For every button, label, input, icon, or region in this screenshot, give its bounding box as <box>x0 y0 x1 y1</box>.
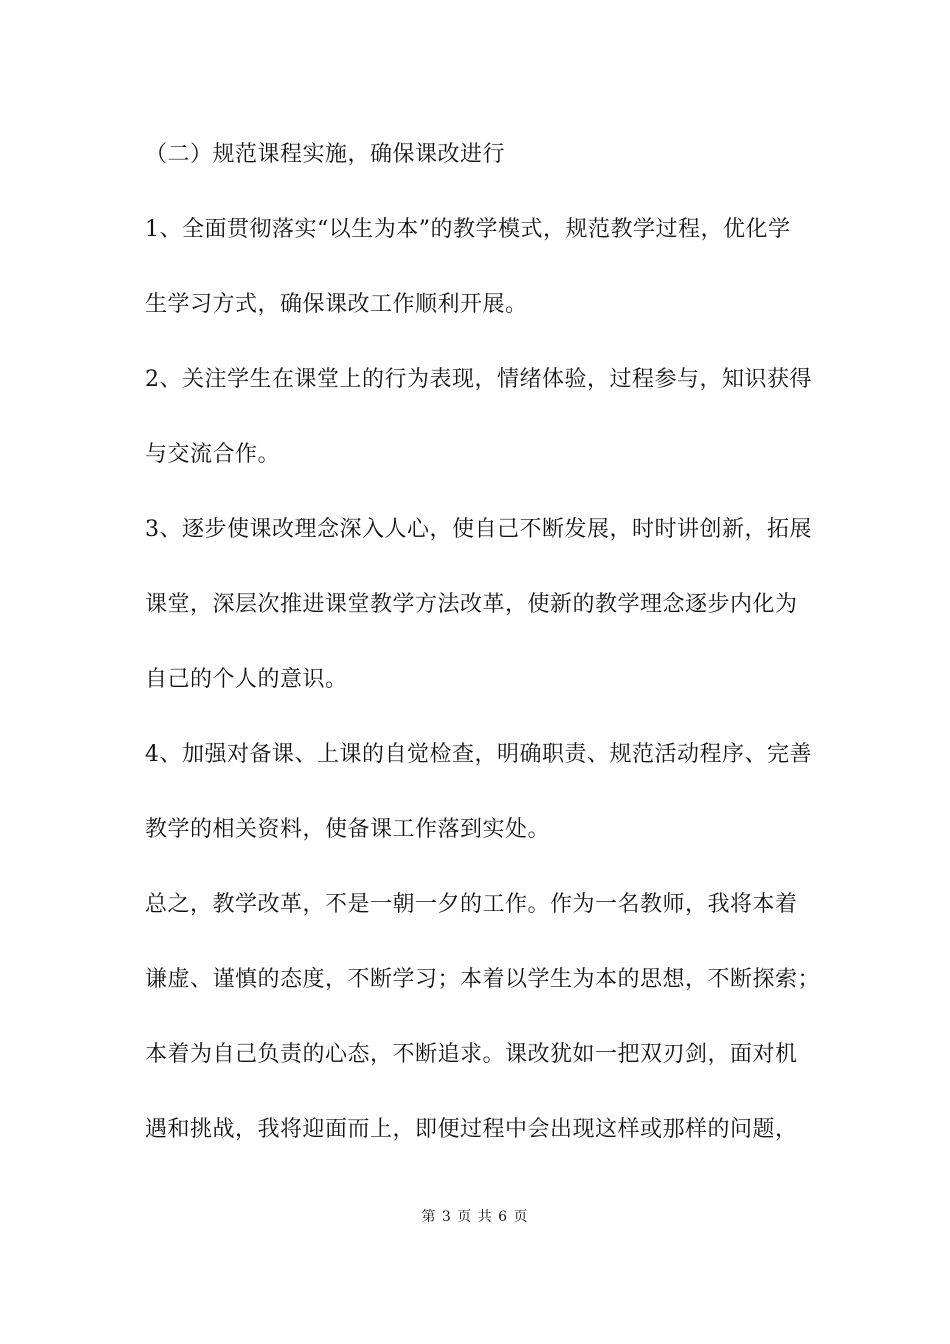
text-line-7: 自己的个人的意识。 <box>145 667 348 692</box>
text-line-2: 生学习方式，确保课改工作顺利开展。 <box>145 292 528 317</box>
text-line-11: 谦虚、谨慎的态度，不断学习；本着以学生为本的思想，不断探索； <box>145 967 821 992</box>
text-line-6: 课堂，深层次推进课堂教学方法改革，使新的教学理念逐步内化为 <box>145 592 798 617</box>
text-line-10: 总之，教学改革，不是一朝一夕的工作。作为一名教师，我将本着 <box>145 892 798 917</box>
text-line-5: 3、逐步使课改理念深入人心，使自己不断发展，时时讲创新，拓展 <box>145 517 812 542</box>
text-line-4: 与交流合作。 <box>145 442 281 467</box>
text-line-13: 遇和挑战，我将迎面而上，即便过程中会出现这样或那样的问题， <box>145 1117 798 1142</box>
text-line-3: 2、关注学生在课堂上的行为表现，情绪体验，过程参与，知识获得 <box>145 367 812 392</box>
text-line-12: 本着为自己负责的心态，不断追求。课改犹如一把双刃剑，面对机 <box>145 1042 798 1067</box>
text-line-1: 1、全面贯彻落实“以生为本”的教学模式，规范教学过程，优化学 <box>145 217 791 242</box>
text-line-8: 4、加强对备课、上课的自觉检查，明确职责、规范活动程序、完善 <box>145 742 812 767</box>
text-line-9: 教学的相关资料，使备课工作落到实处。 <box>145 817 551 842</box>
section-heading: （二）规范课程实施，确保课改进行 <box>145 142 506 167</box>
page-number-footer: 第 3 页 共 6 页 <box>421 1209 529 1225</box>
